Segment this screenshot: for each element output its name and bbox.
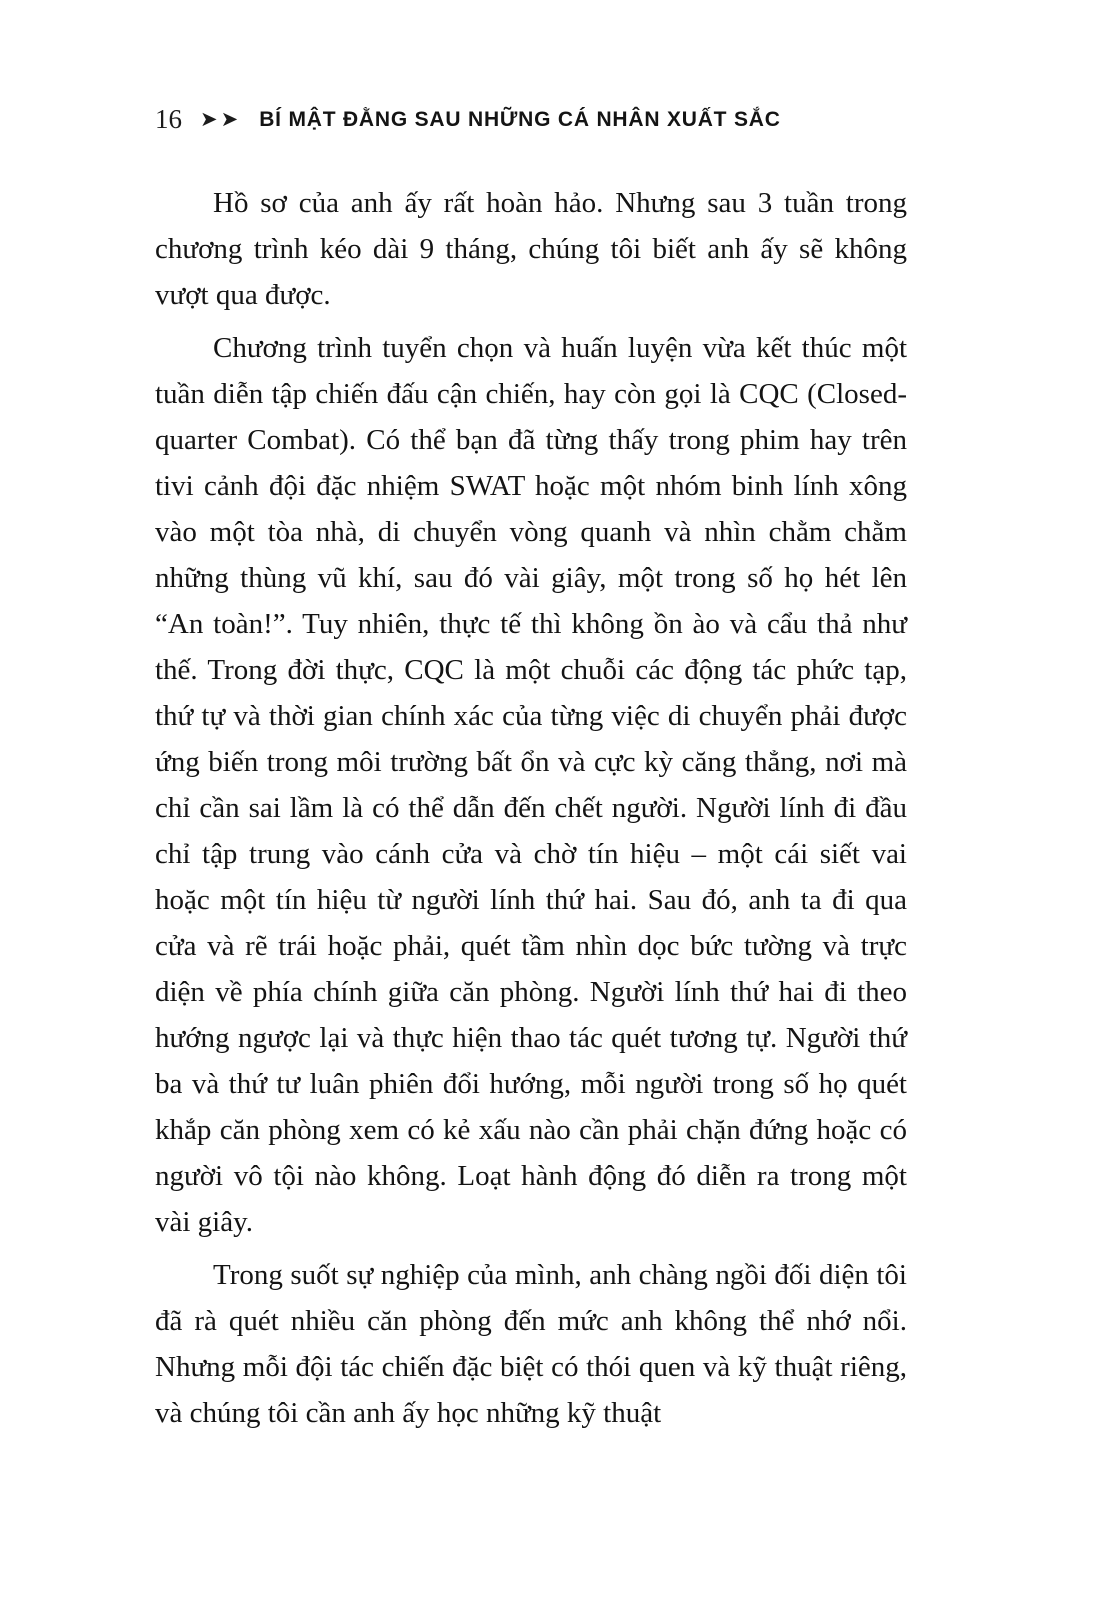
page-number: 16 bbox=[155, 104, 182, 134]
paragraph: Hồ sơ của anh ấy rất hoàn hảo. Nhưng sau 3 tuần trong chương trình kéo dài 9 tháng, chúng tôi biết anh ấy sẽ không vượt qua được. bbox=[155, 187, 907, 311]
double-arrow-icon: ➤➤ bbox=[200, 106, 242, 131]
paragraph: Chương trình tuyển chọn và huấn luyện vừa kết thúc một tuần diễn tập chiến đấu cận chiến, hay còn gọi là CQC (Closed-quarter Combat). Có thể bạn đã từng thấy trong phim hay trên tivi cảnh đội đặc nhiệm SWAT hoặc một nhóm binh lính xông vào một tòa nhà, di chuyển vòng quanh và nhìn chằm chằm những thùng vũ khí, sau đó vài giây, một trong số họ hét lên “An toàn!”. Tuy nhiên, thực tế thì không ồn ào và cẩu thả như thế. Trong đời thực, CQC là một chuỗi các động tác phức tạp, thứ tự và thời gian chính xác của từng việc di chuyển phải được ứng biến trong môi trường bất ổn và cực kỳ căng thẳng, nơi mà chỉ cần sai lầm là có thể dẫn đến chết người. Người lính đi đầu chỉ tập trung vào cánh cửa và chờ tín hiệu – một cái siết vai hoặc một tín hiệu từ người lính thứ hai. Sau đó, anh ta đi qua cửa và rẽ trái hoặc phải, quét tầm nhìn dọc bức tường và trực diện về phía chính giữa căn phòng. Người lính thứ hai đi theo hướng ngược lại và thực hiện thao tác quét tương tự. Người thứ ba và thứ tư luân phiên đổi hướng, mỗi người trong số họ quét khắp căn phòng xem có kẻ xấu nào cần phải chặn đứng hoặc có người vô tội nào không. Loạt hành động đó diễn ra trong một vài giây. bbox=[155, 332, 907, 1238]
paragraph: Trong suốt sự nghiệp của mình, anh chàng ngồi đối diện tôi đã rà quét nhiều căn phòng đến mức anh không thể nhớ nổi. Nhưng mỗi đội tác chiến đặc biệt có thói quen và kỹ thuật riêng, và chúng tôi cần anh ấy học những kỹ thuật bbox=[155, 1259, 907, 1429]
page-header bbox=[155, 104, 953, 135]
body-text bbox=[155, 180, 907, 1443]
chapter-running-title: BÍ MẬT ĐẰNG SAU NHỮNG CÁ NHÂN XUẤT SẮC bbox=[259, 107, 781, 131]
